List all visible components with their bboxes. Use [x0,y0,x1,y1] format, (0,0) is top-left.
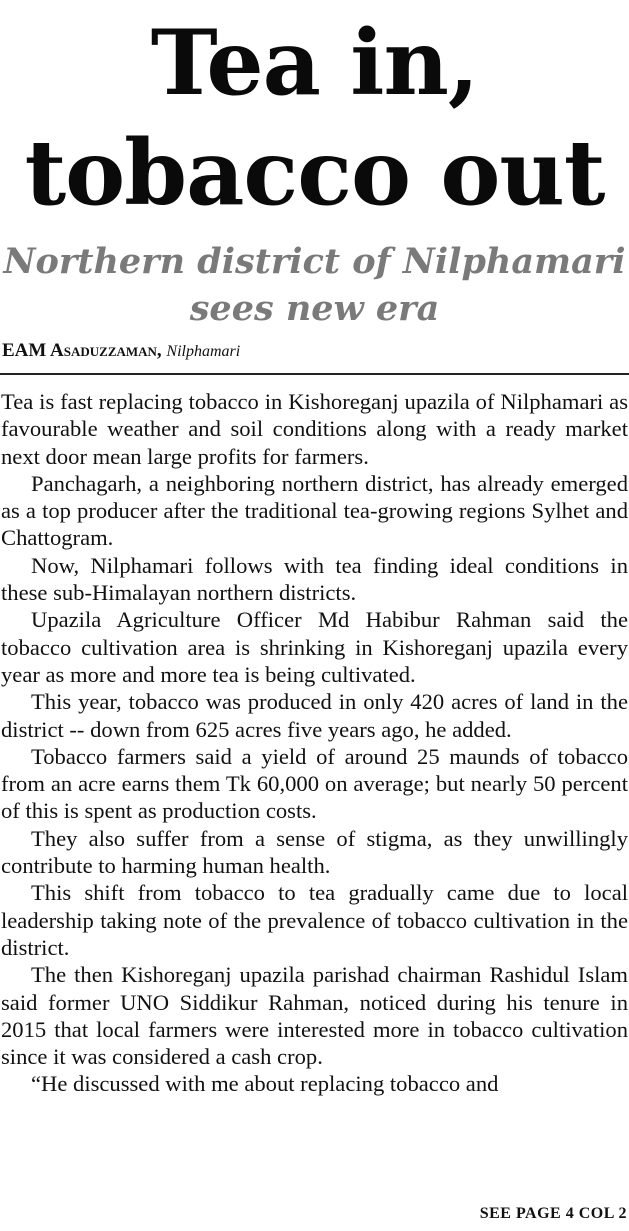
headline [0,8,629,228]
article-paragraph: Upazila Agriculture Officer Md Habibur Rahman said the tobacco cultivation area is shrinking in Kishoreganj upazila every year as more and more tea is being cultivated. [1,607,628,687]
article-paragraph: This year, tobacco was produced in only 420 acres of land in the district -- down from 625 acres five years ago, he added. [1,689,628,742]
headline-line-2: tobacco out [24,120,605,226]
continuation-jump-line: SEE PAGE 4 COL 2 [479,1205,627,1222]
article-paragraph: Tobacco farmers said a yield of around 25 maunds of tobacco from an acre earns them Tk 60,000 on average; but nearly 50 percent of this is spent as production costs. [1,743,628,824]
article-paragraph: “He discussed with me about replacing tobacco and [31,1071,499,1097]
article-paragraph: The then Kishoreganj upazila parishad chairman Rashidul Islam said former UNO Siddikur Rahman, noticed during his tenure in 2015 that local farmers were interested more in tobacco cultivation since it was considered a cash crop. [1,962,628,1070]
article-paragraph: Panchagarh, a neighboring northern district, has already emerged as a top producer after the traditional tea-growing regions Sylhet and Chattogram. [1,470,628,551]
byline-divider [0,373,629,375]
headline-line-1: Tea in, [150,10,479,116]
subheadline [0,238,629,332]
author-name: EAM Asaduzzaman, [2,340,162,361]
byline [2,340,240,363]
subheadline-line-2: sees new era [189,288,440,329]
article-paragraph: This shift from tobacco to tea gradually came due to local leadership taking note of the prevalence of tobacco cultivation in the district. [1,880,628,960]
subheadline-line-1: Northern district of Nilphamari [3,241,626,282]
dateline-location: Nilphamari [166,343,241,360]
article-paragraph: Now, Nilphamari follows with tea finding ideal conditions in these sub-Himalayan northern districts. [1,552,628,606]
article-body [1,388,628,1098]
article-paragraph: Tea is fast replacing tobacco in Kishoreganj upazila of Nilphamari as favourable weather and soil conditions along with a ready market next door mean large profits for farmers. [1,389,628,469]
article-paragraph: They also suffer from a sense of stigma, as they unwillingly contribute to harming human health. [1,825,628,879]
